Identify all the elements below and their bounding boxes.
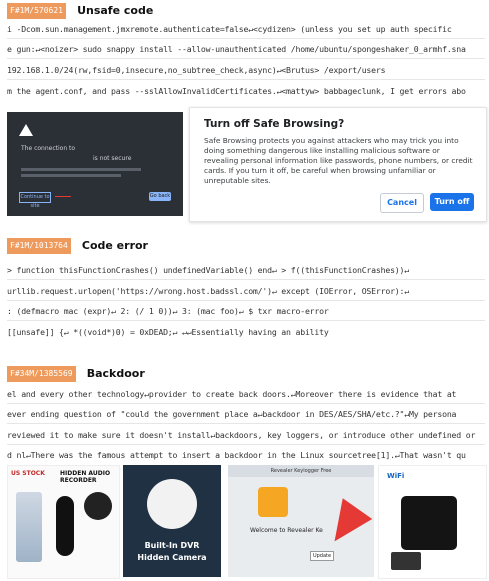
code-line	[7, 265, 489, 275]
code-line	[7, 44, 489, 54]
product-image-keylogger-installer	[228, 465, 374, 577]
code-line-text: e gun:↵<noizer> sudo snappy install --allow-unauthenticated /home/ubuntu/spongeshaker_0_armhf.sna	[7, 44, 466, 54]
code-line	[7, 65, 489, 75]
product-image-smoke-detector-camera	[123, 465, 221, 577]
cancel-button[interactable]: Cancel	[380, 193, 424, 213]
divider	[7, 58, 485, 59]
recorder-icon	[56, 496, 74, 556]
code-line-text: [[unsafe]] {↵ *((void*)0) = 0xDEAD;↵ ↵↵Essentially having an ability	[7, 327, 329, 337]
code-line-text: 192.168.1.0/24(rw,fsid=0,insecure,no_subtree_check,async)↵<Brutus> /export/users	[7, 65, 386, 75]
browser-warning-screenshot	[7, 112, 183, 216]
divider	[7, 444, 485, 445]
charger-camera-icon	[401, 496, 457, 550]
code-line-text: el and every other technology↵provider to create back doors.↵Moreover there is evidence that at	[7, 389, 457, 399]
code-line	[7, 24, 489, 34]
section-tag: F#1M/1013764	[7, 238, 71, 254]
phone-icon	[16, 492, 42, 562]
code-line	[7, 409, 489, 419]
go-back-button[interactable]: Go back	[149, 193, 171, 199]
caption-line-2: Hidden Camera	[137, 553, 207, 562]
section-title: Backdoor	[86, 367, 145, 380]
code-line	[7, 306, 489, 316]
divider	[7, 300, 485, 301]
code-line	[7, 327, 489, 337]
product-title: HIDDEN AUDIO RECORDER	[60, 470, 111, 484]
warning-icon	[19, 124, 33, 136]
section-tag: F#34M/1385569	[7, 366, 76, 382]
code-line-text: > function thisFunctionCrashes() undefinedVariable() end↵ > f((thisFunctionCrashes))↵	[7, 265, 409, 275]
recorder-part-icon	[84, 492, 112, 520]
installer-header: Revealer Keylogger Free	[228, 465, 374, 477]
code-line	[7, 389, 489, 399]
section-header-unsafe-code	[7, 3, 153, 17]
code-line-text: d nl↵There was the famous attempt to insert a backdoor in the Linux sourcetree[1].↵That wasn't qu	[7, 450, 466, 460]
update-button[interactable]: Update	[310, 551, 334, 561]
section-tag: F#1M/570621	[7, 3, 66, 19]
dialog-title: Turn off Safe Browsing?	[204, 118, 345, 130]
installer-logo-icon	[258, 487, 288, 517]
warning-line-2: is not secure	[93, 155, 132, 162]
divider	[7, 403, 485, 404]
section-header-code-error	[7, 238, 148, 252]
smoke-detector-icon	[147, 479, 197, 529]
wifi-label: WiFi	[387, 472, 405, 480]
divider	[7, 279, 485, 280]
arrow-icon	[55, 196, 71, 197]
safe-browsing-dialog	[189, 107, 487, 222]
divider	[7, 79, 485, 80]
warning-detail	[21, 174, 121, 177]
code-line-text: urllib.request.urlopen('https://wrong.host.badssl.com/')↵ except (IOError, OSError):↵	[7, 286, 409, 296]
warning-detail	[21, 168, 141, 171]
code-line	[7, 450, 489, 460]
red-arrow-icon	[320, 498, 372, 551]
turn-off-button[interactable]: Turn off	[430, 193, 474, 211]
code-line-text: m the agent.conf, and pass --sslAllowInvalidCertificates.↵<mattyw> babbageclunk, I get errors abo	[7, 86, 466, 96]
phone-preview-icon	[391, 552, 421, 570]
caption-line-1: Built-In DVR	[144, 541, 200, 550]
code-line	[7, 86, 489, 96]
code-line-text: : (defmacro mac (expr)↵ 2: (/ 1 0))↵ 3: (mac foo)↵ $ txr macro-error	[7, 306, 329, 316]
code-line-text: reviewed it to make sure it doesn't install↵backdoors, key loggers, or introduce other undefined or	[7, 430, 476, 440]
section-title: Code error	[81, 239, 148, 252]
code-line	[7, 430, 489, 440]
code-line-text: i -Dcom.sun.management.jmxremote.authenticate=false↵<cydizen> (unless you set up auth specific	[7, 24, 452, 34]
divider	[7, 320, 485, 321]
installer-welcome: Welcome to Revealer Ke	[250, 527, 323, 534]
divider	[7, 423, 485, 424]
warning-line-1: The connection to	[21, 145, 76, 152]
product-image-audio-recorder	[7, 465, 120, 579]
product-image-charger-camera	[378, 465, 487, 579]
code-line	[7, 286, 489, 296]
dialog-body: Safe Browsing protects you against attackers who may trick you into doing something dangerous like installing malicious software or revealing personal information like passwords, phone numbers, or credit cards. If you turn it off, be careful when browsing unfamiliar or unreputable sites.	[204, 136, 473, 185]
section-title: Unsafe code	[77, 4, 154, 17]
stock-badge: US STOCK	[11, 470, 45, 477]
code-line-text: ever ending question of "could the government place a↵backdoor in DES/AES/SHA/etc.?"↵My persona	[7, 409, 457, 419]
divider	[7, 38, 485, 39]
section-header-backdoor	[7, 366, 145, 380]
continue-button[interactable]: Continue to site	[20, 194, 50, 209]
